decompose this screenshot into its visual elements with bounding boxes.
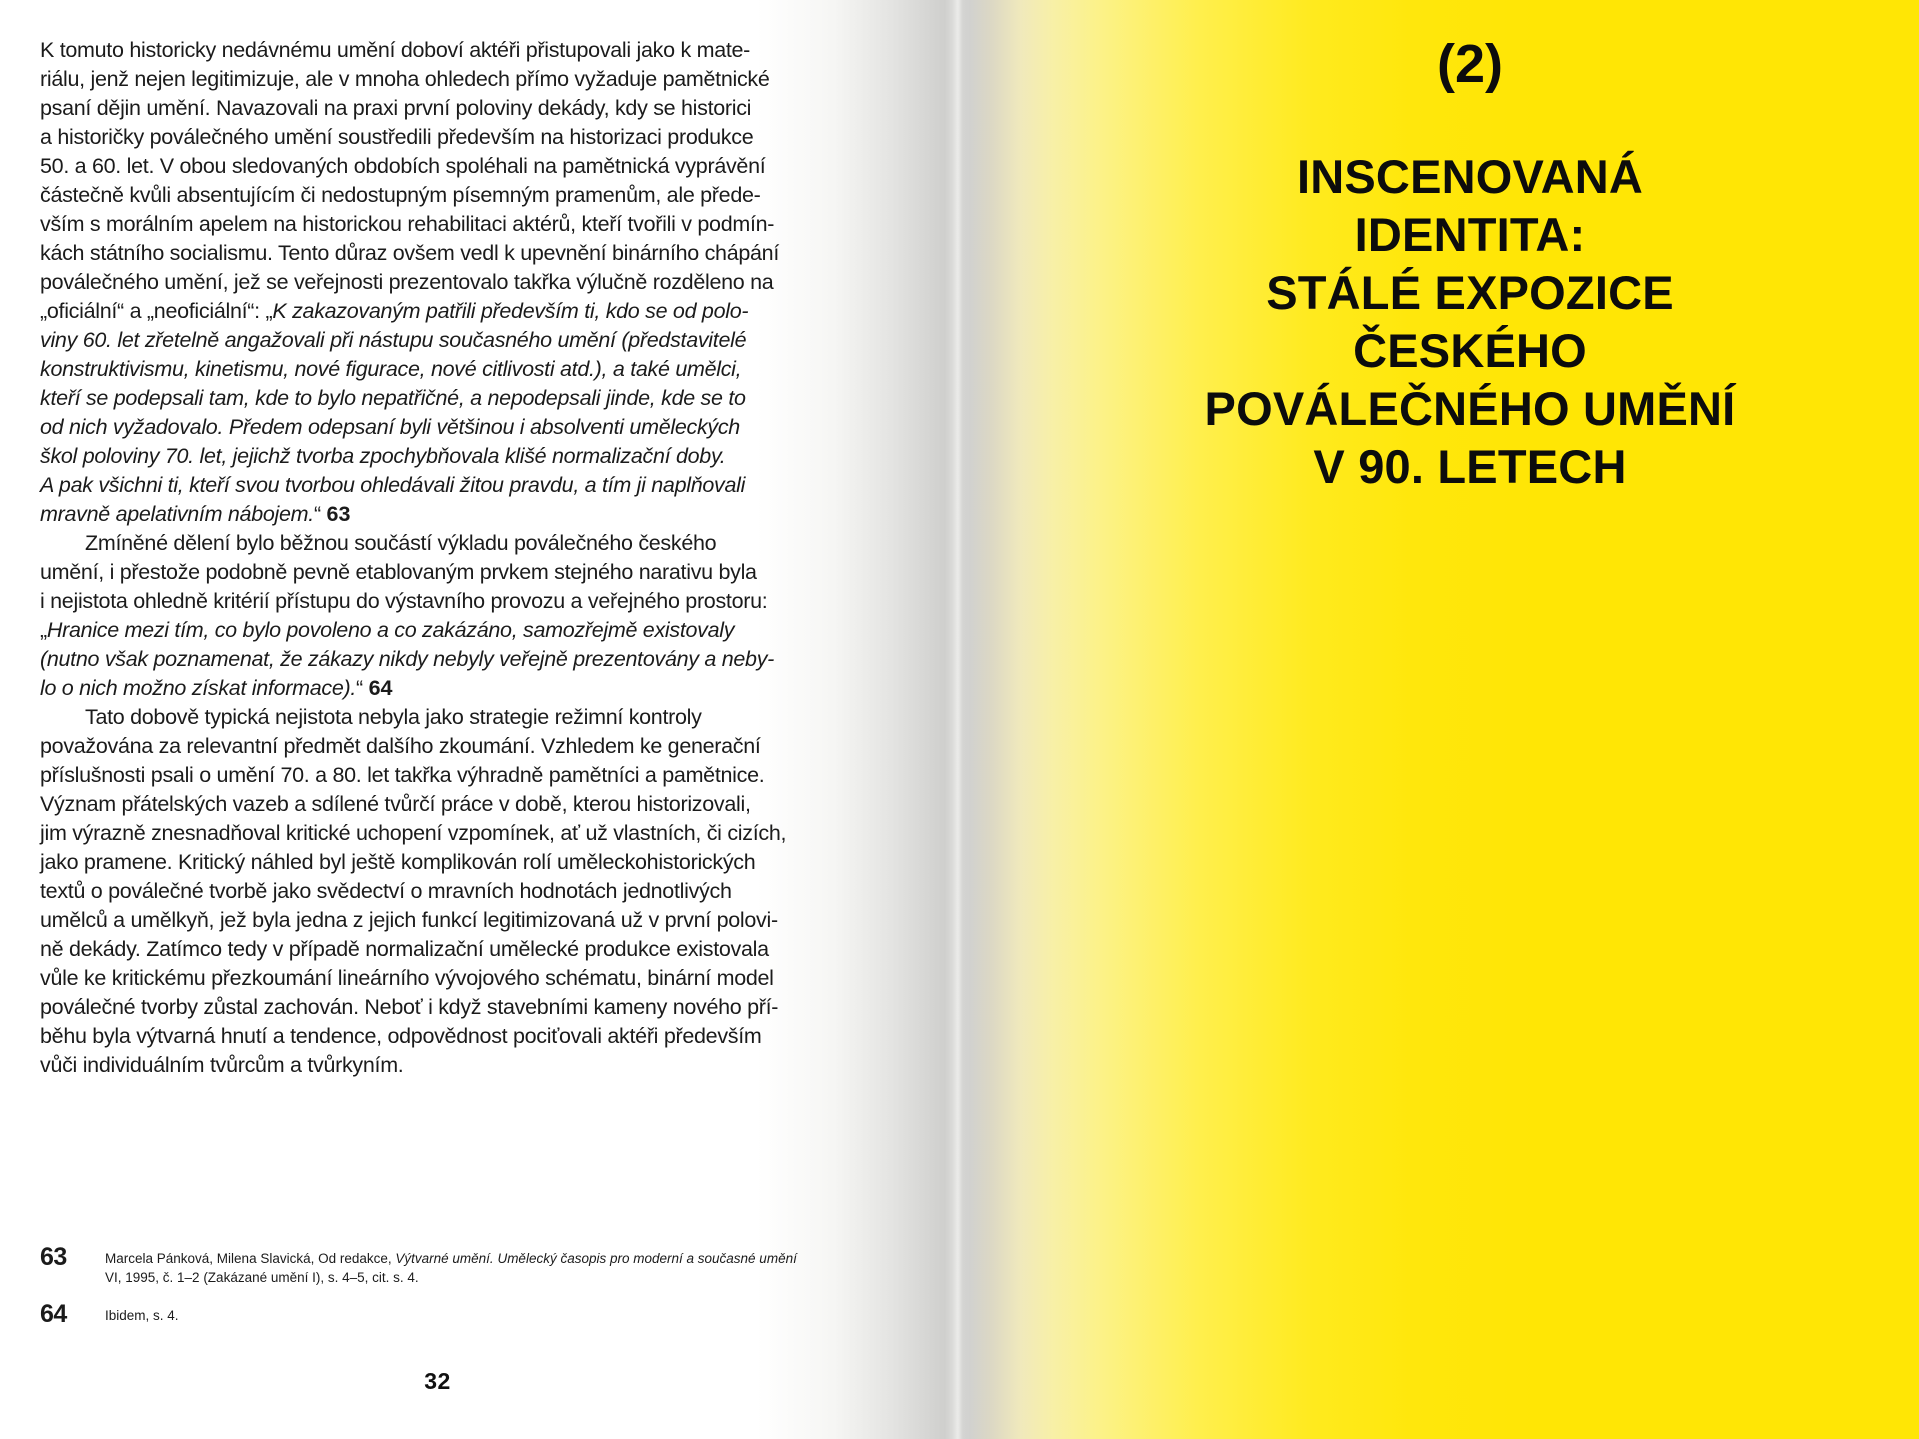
text-segment: K zakazovaným patřili především ti, kdo se od polo- bbox=[272, 299, 749, 323]
text-segment: lo o nich možno získat informace). bbox=[40, 676, 357, 700]
text-segment: kách státního socialismu. Tento důraz ovšem vedl k upevnění binárního chápání bbox=[40, 241, 780, 265]
text-segment: 50. a 60. let. V obou sledovaných obdobích spoléhali na pamětnická vyprávění bbox=[40, 154, 766, 178]
text-segment: konstruktivismu, kinetismu, nové figurace, nové citlivosti atd.), a také umělci, bbox=[40, 357, 742, 381]
text-segment: 63 bbox=[326, 502, 351, 526]
text-segment: viny 60. let zřetelně angažovali při nástupu současného umění (představitelé bbox=[40, 328, 747, 352]
body-line bbox=[40, 94, 835, 123]
text-segment: Zmíněné dělení bylo běžnou součástí výkladu poválečného českého bbox=[85, 531, 717, 555]
text-segment: 64 bbox=[368, 676, 393, 700]
text-segment: a historičky poválečného umění soustředili především na historizaci produkce bbox=[40, 125, 754, 149]
chapter-title-line: V 90. LETECH bbox=[1313, 440, 1627, 493]
footnote-number: 63 bbox=[40, 1243, 67, 1271]
body-line bbox=[40, 558, 835, 587]
footnote-line bbox=[105, 1268, 797, 1287]
body-line bbox=[40, 616, 835, 645]
text-segment: kteří se podepsali tam, kde to bylo nepatřičné, a nepodepsali jinde, kde se to bbox=[40, 386, 746, 410]
text-segment: K tomuto historicky nedávnému umění doboví aktéři přistupovali jako k mate- bbox=[40, 38, 751, 62]
text-segment: VI, 1995, č. 1–2 (Zakázané umění I), s. 4–5, cit. s. 4. bbox=[105, 1270, 419, 1285]
body-line bbox=[40, 587, 835, 616]
body-line bbox=[40, 877, 835, 906]
chapter-title-line: IDENTITA: bbox=[1354, 208, 1586, 261]
text-segment: „ bbox=[40, 618, 47, 642]
body-line bbox=[40, 645, 835, 674]
footnote-number: 64 bbox=[40, 1300, 67, 1328]
body-line bbox=[40, 848, 835, 877]
body-line bbox=[40, 674, 835, 703]
text-segment: umění, i přestože podobně pevně etablovaným prvkem stejného narativu byla bbox=[40, 560, 757, 584]
page-number: 32 bbox=[424, 1368, 451, 1394]
text-segment: vůči individuálním tvůrcům a tvůrkyním. bbox=[40, 1053, 404, 1077]
footnote-text bbox=[105, 1246, 797, 1287]
footnote bbox=[40, 1243, 835, 1287]
body-line bbox=[40, 935, 835, 964]
left-page bbox=[0, 0, 958, 1439]
body-line bbox=[40, 239, 835, 268]
text-segment: psaní dějin umění. Navazovali na praxi první poloviny dekády, kdy se historici bbox=[40, 96, 752, 120]
body-line bbox=[40, 1022, 835, 1051]
text-segment: ně dekády. Zatímco tedy v případě normalizační umělecké produkce existovala bbox=[40, 937, 769, 961]
body-line bbox=[40, 152, 835, 181]
right-page bbox=[958, 0, 1919, 1439]
text-segment: jako pramene. Kritický náhled byl ještě komplikován rolí uměleckohistorických bbox=[40, 850, 756, 874]
chapter-title-line: STÁLÉ EXPOZICE bbox=[1266, 266, 1674, 319]
footnotes bbox=[40, 1243, 835, 1341]
text-segment: Ibidem, s. 4. bbox=[105, 1308, 179, 1323]
body-line bbox=[40, 181, 835, 210]
text-segment: Marcela Pánková, Milena Slavická, Od redakce, bbox=[105, 1251, 396, 1266]
footnote bbox=[40, 1300, 835, 1328]
text-segment: Hranice mezi tím, co bylo povoleno a co zakázáno, samozřejmě existovaly bbox=[46, 618, 735, 642]
text-segment: považována za relevantní předmět dalšího zkoumání. Vzhledem ke generační bbox=[40, 734, 761, 758]
body-line bbox=[40, 993, 835, 1022]
text-segment: textů o poválečné tvorbě jako svědectví o mravních hodnotách jednotlivých bbox=[40, 879, 732, 903]
body-line bbox=[40, 906, 835, 935]
body-line bbox=[40, 297, 835, 326]
chapter-title-line: POVÁLEČNÉHO UMĚNÍ bbox=[1204, 382, 1736, 435]
text-segment: částečně kvůli absentujícím či nedostupným písemným pramenům, ale přede- bbox=[40, 183, 761, 207]
text-segment: příslušnosti psali o umění 70. a 80. let takřka výhradně pamětníci a pamětnice. bbox=[40, 763, 765, 787]
text-segment: Význam přátelských vazeb a sdílené tvůrčí práce v době, kterou historizovali, bbox=[40, 792, 751, 816]
text-segment: poválečného umění, jež se veřejnosti prezentovalo takřka výlučně rozděleno na bbox=[40, 270, 774, 294]
footnote-line bbox=[105, 1249, 797, 1268]
text-segment: poválečné tvorby zůstal zachován. Neboť i když stavebními kameny nového pří- bbox=[40, 995, 779, 1019]
text-segment: škol poloviny 70. let, jejichž tvorba zpochybňovala klišé normalizační doby. bbox=[40, 444, 726, 468]
body-line bbox=[40, 471, 835, 500]
body-line bbox=[40, 1051, 835, 1080]
text-segment: “ bbox=[356, 676, 369, 700]
body-line bbox=[40, 703, 835, 732]
body-line bbox=[40, 355, 835, 384]
text-segment: A pak všichni ti, kteří svou tvorbou ohledávali žitou pravdu, a tím ji naplňovali bbox=[40, 473, 746, 497]
text-segment: jim výrazně znesnadňoval kritické uchopení vzpomínek, ať už vlastních, či cizích, bbox=[40, 821, 787, 845]
body-line bbox=[40, 326, 835, 355]
body-line bbox=[40, 732, 835, 761]
body-line bbox=[40, 210, 835, 239]
footnote-line bbox=[105, 1306, 179, 1325]
body-line bbox=[40, 761, 835, 790]
text-segment: umělců a umělkyň, jež byla jedna z jejich funkcí legitimizovaná už v první polovi- bbox=[40, 908, 778, 932]
body-line bbox=[40, 790, 835, 819]
text-segment: Výtvarné umění. Umělecký časopis pro moderní a současné umění bbox=[395, 1251, 797, 1266]
text-segment: mravně apelativním nábojem. bbox=[40, 502, 314, 526]
body-text bbox=[40, 36, 835, 1080]
body-line bbox=[40, 123, 835, 152]
text-segment: i nejistota ohledně kritérií přístupu do výstavního provozu a veřejného prostoru: bbox=[40, 589, 768, 613]
body-line bbox=[40, 819, 835, 848]
text-segment: “ bbox=[313, 502, 327, 526]
text-segment: (nutno však poznamenat, že zákazy nikdy nebyly veřejně prezentovány a neby- bbox=[40, 647, 775, 671]
chapter-title bbox=[1040, 148, 1900, 496]
body-line bbox=[40, 442, 835, 471]
body-line bbox=[40, 65, 835, 94]
chapter-number: (2) bbox=[1437, 34, 1503, 94]
body-line bbox=[40, 36, 835, 65]
text-segment: od nich vyžadovalo. Předem odepsaní byli většinou i absolventi uměleckých bbox=[40, 415, 740, 439]
chapter-title-line: ČESKÉHO bbox=[1353, 324, 1587, 377]
body-line bbox=[40, 384, 835, 413]
text-segment: Tato dobově typická nejistota nebyla jako strategie režimní kontroly bbox=[85, 705, 702, 729]
text-segment: vůle ke kritickému přezkoumání lineárního vývojového schématu, binární model bbox=[40, 966, 774, 990]
text-segment: riálu, jenž nejen legitimizuje, ale v mnoha ohledech přímo vyžaduje pamětnické bbox=[40, 67, 770, 91]
body-line bbox=[40, 268, 835, 297]
text-segment: „oficiální“ a „neoficiální“: „ bbox=[40, 299, 273, 323]
body-line bbox=[40, 529, 835, 558]
footnote-text bbox=[105, 1303, 179, 1325]
body-line bbox=[40, 964, 835, 993]
text-segment: vším s morálním apelem na historickou rehabilitaci aktérů, kteří tvořili v podmín- bbox=[40, 212, 775, 236]
text-segment: běhu byla výtvarná hnutí a tendence, odpovědnost pociťovali aktéři především bbox=[40, 1024, 762, 1048]
chapter-title-line: INSCENOVANÁ bbox=[1296, 150, 1644, 203]
body-line bbox=[40, 413, 835, 442]
body-line bbox=[40, 500, 835, 529]
